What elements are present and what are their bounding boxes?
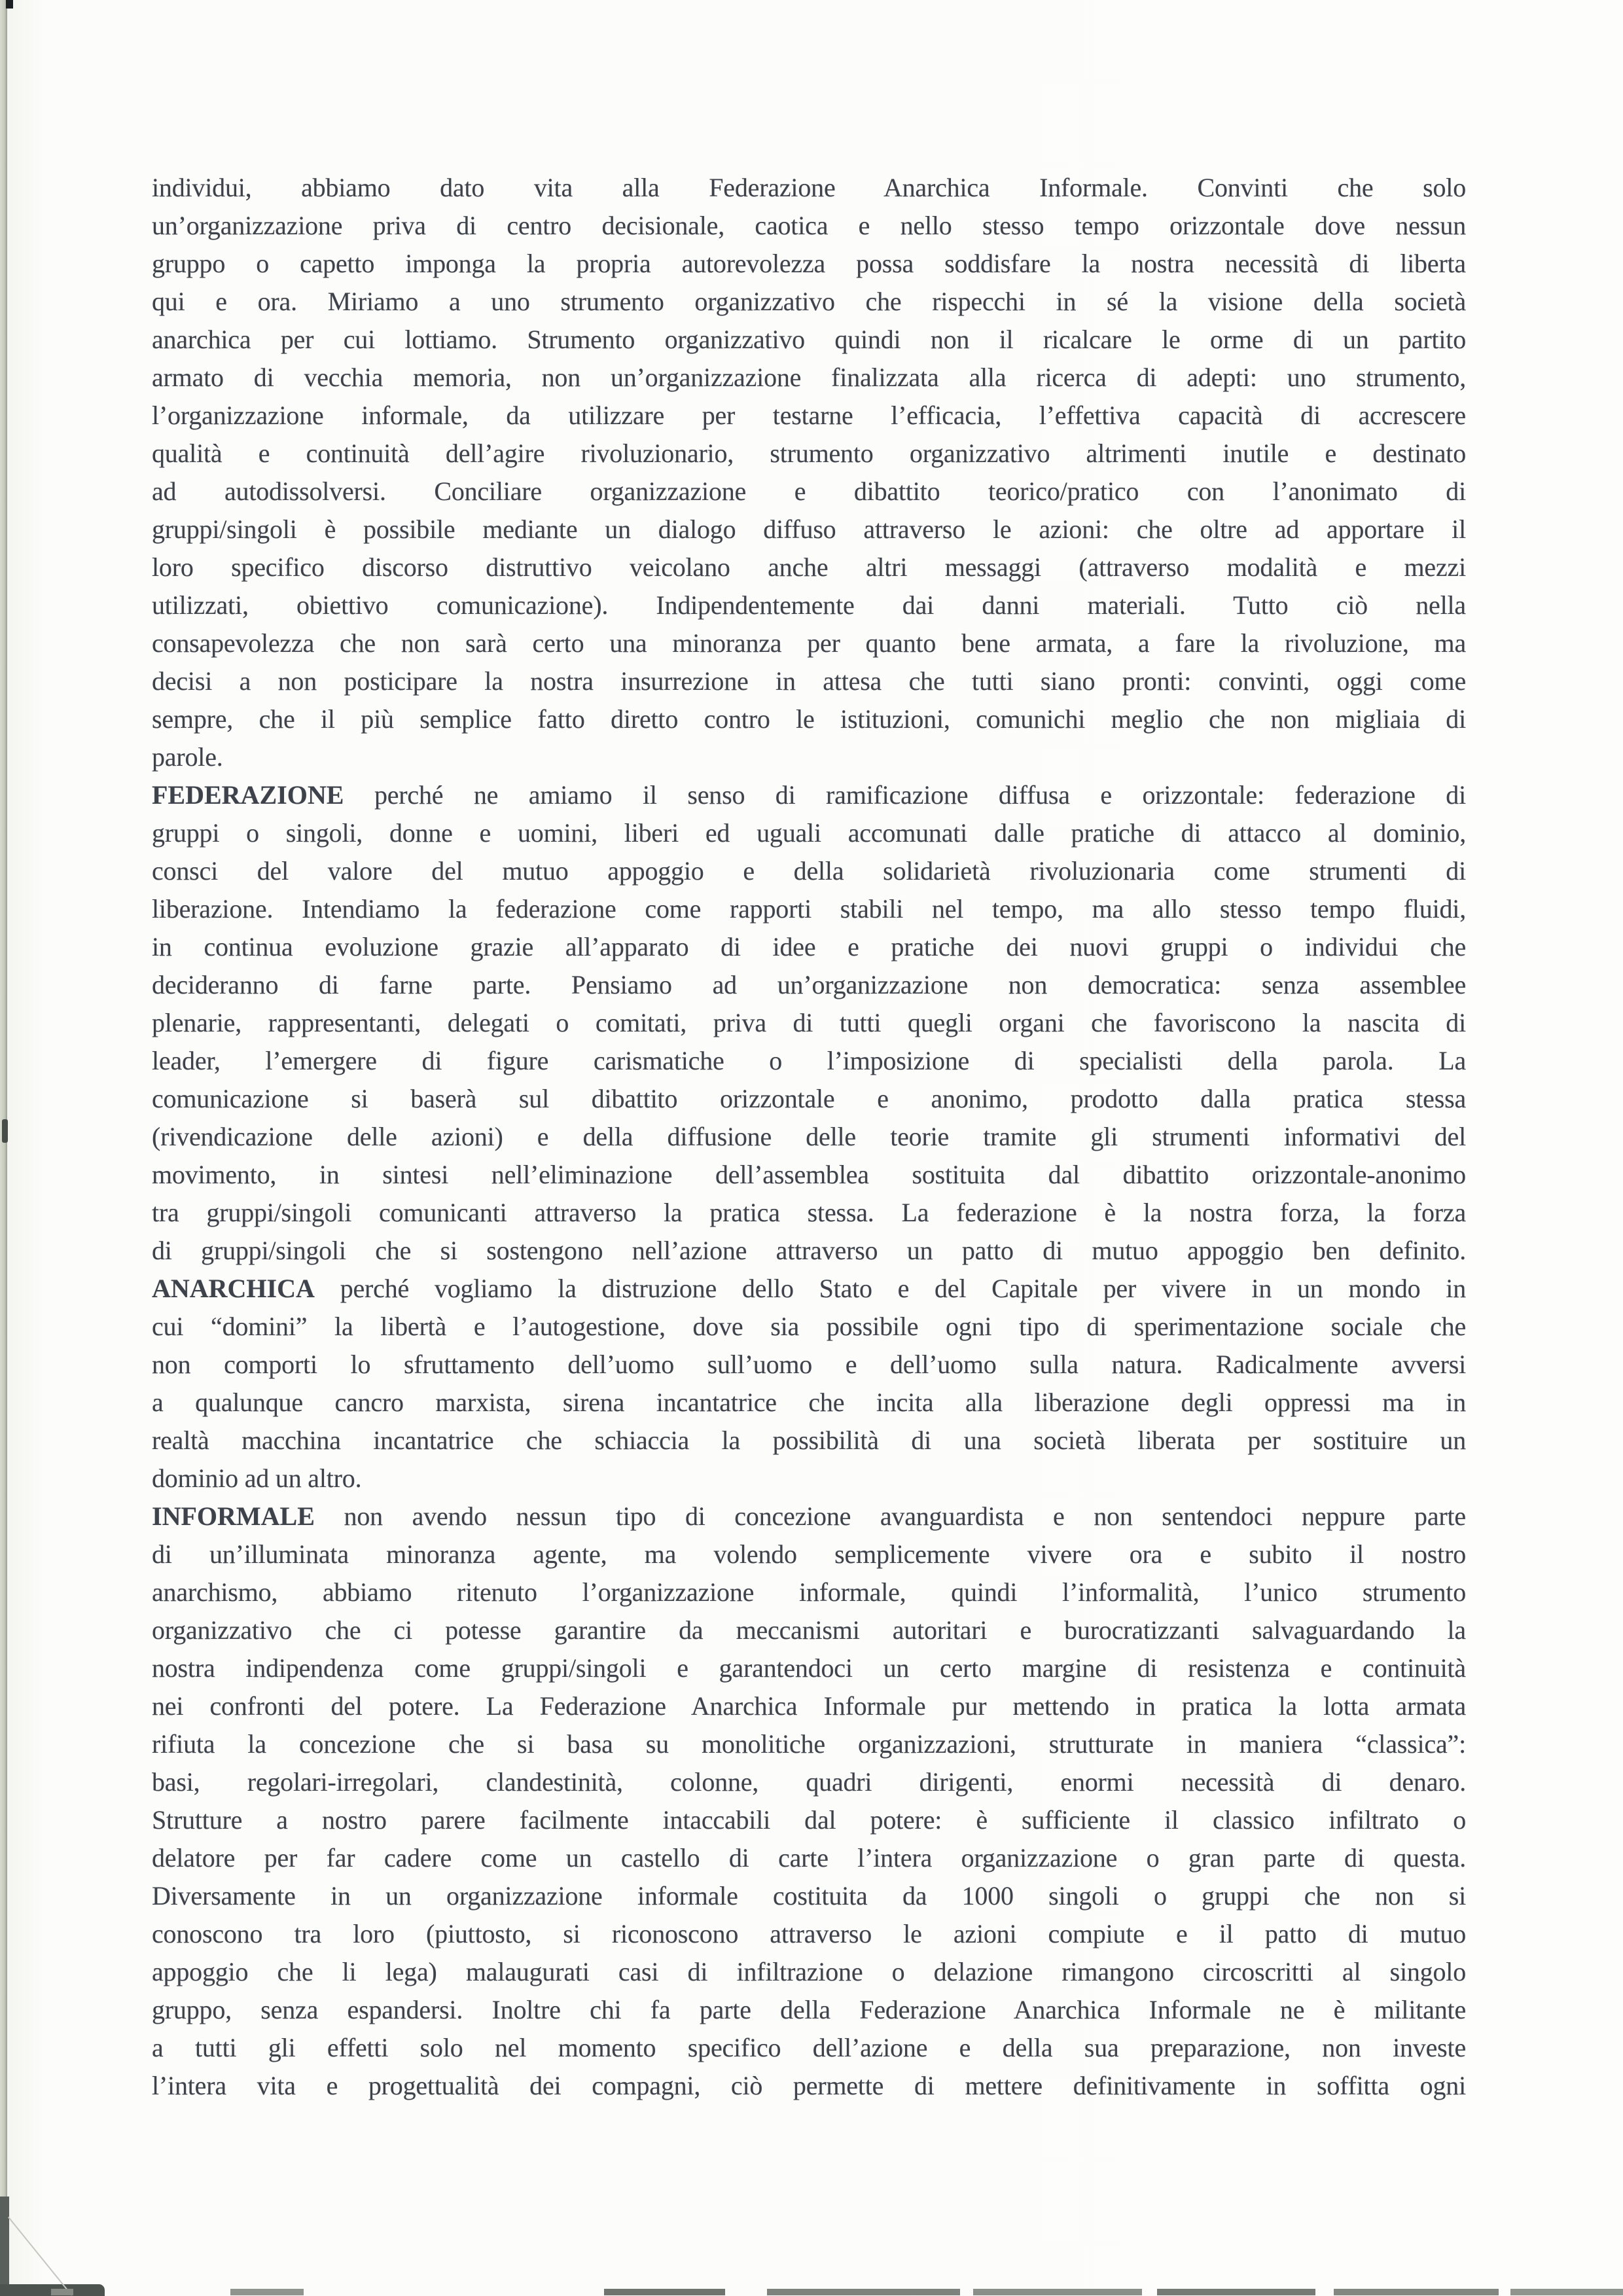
bold-keyword: INFORMALE [152, 1501, 315, 1531]
text-line: tra gruppi/singoli comunicanti attraverso la pratica stessa. La federazione è la nostra forza, la forza [152, 1198, 1466, 1227]
text-line: utilizzati, obiettivo comunicazione). Indipendentemente dai danni materiali. Tutto ciò nella [152, 590, 1466, 620]
text-line: armato di vecchia memoria, non un’organizzazione finalizzata alla ricerca di adepti: uno strumento, [152, 363, 1466, 392]
text-line: gruppi o singoli, donne e uomini, liberi ed uguali accomunati dalle pratiche di attacco al dominio, [152, 818, 1466, 848]
scan-artifact-bottom-segment [230, 2289, 304, 2295]
paragraph [152, 1270, 1466, 1498]
text-line: decisi a non posticipare la nostra insurrezione in attesa che tutti siano pronti: convinti, oggi come [152, 666, 1466, 696]
text-line: INFORMALE non avendo nessun tipo di concezione avanguardista e non sentendoci neppure parte [152, 1501, 1466, 1531]
scan-artifact-bottom-segment [604, 2289, 725, 2295]
text-line: consci del valore del mutuo appoggio e della solidarietà rivoluzionaria come strumenti di [152, 856, 1466, 886]
text-line: di gruppi/singoli che si sostengono nell’azione attraverso un patto di mutuo appoggio ben definito. [152, 1236, 1466, 1265]
text-line: ANARCHICA perché vogliamo la distruzione dello Stato e del Capitale per vivere in un mondo in [152, 1274, 1466, 1303]
text-line: delatore per far cadere come un castello di carte l’intera organizzazione o gran parte di questa. [152, 1843, 1466, 1873]
text-line: realtà macchina incantatrice che schiaccia la possibilità di una società liberata per sostituire un [152, 1426, 1466, 1455]
text-line: organizzativo che ci potesse garantire da meccanismi autoritari e burocratizzanti salvaguardando la [152, 1615, 1466, 1645]
scan-artifact-left-edge-strip [0, 0, 7, 2296]
text-line: (rivendicazione delle azioni) e della diffusione delle teorie tramite gli strumenti informativi del [152, 1122, 1466, 1151]
text-line: qualità e continuità dell’agire rivoluzionario, strumento organizzativo altrimenti inutile e destinato [152, 439, 1466, 468]
text-line: in continua evoluzione grazie all’apparato di idee e pratiche dei nuovi gruppi o individui che [152, 932, 1466, 961]
text-line: FEDERAZIONE perché ne amiamo il senso di ramificazione diffusa e orizzontale: federazione di [152, 780, 1466, 810]
text-line: Diversamente in un organizzazione informale costituita da 1000 singoli o gruppi che non si [152, 1881, 1466, 1910]
scan-artifact-bottom-segment [1510, 2289, 1623, 2295]
text-line: plenarie, rappresentanti, delegati o comitati, priva di tutti quegli organi che favoriscono la nascita di [152, 1008, 1466, 1037]
scan-artifact-left-edge-blob [2, 1119, 8, 1143]
text-line: individui, abbiamo dato vita alla Federazione Anarchica Informale. Convinti che solo [152, 173, 1466, 202]
text-line: qui e ora. Miriamo a uno strumento organizzativo che rispecchi in sé la visione della società [152, 287, 1466, 316]
text-line: leader, l’emergere di figure carismatiche o l’imposizione di specialisti della parola. La [152, 1046, 1466, 1075]
scan-artifact-bottom-segment [1334, 2289, 1499, 2295]
scan-artifact-bottom-segment [51, 2289, 73, 2295]
text-line: ad autodissolversi. Conciliare organizzazione e dibattito teorico/pratico con l’anonimato di [152, 476, 1466, 506]
text-line: gruppo, senza espandersi. Inoltre chi fa parte della Federazione Anarchica Informale ne è militante [152, 1995, 1466, 2024]
text-line: l’intera vita e progettualità dei compagni, ciò permette di mettere definitivamente in soffitta ogni [152, 2071, 1466, 2100]
text-line: liberazione. Intendiamo la federazione come rapporti stabili nel tempo, ma allo stesso tempo fluidi, [152, 894, 1466, 924]
text-line: dominio ad un altro. [152, 1463, 362, 1493]
scan-artifact-topleft-mark [6, 0, 13, 9]
text-line: gruppo o capetto imponga la propria autorevolezza possa soddisfare la nostra necessità di liberta [152, 249, 1466, 278]
text-line: cui “domini” la libertà e l’autogestione, dove sia possibile ogni tipo di sperimentazione sociale che [152, 1312, 1466, 1341]
scan-artifact-bottom-segment [767, 2289, 960, 2295]
text-line: consapevolezza che non sarà certo una minoranza per quanto bene armata, a fare la rivoluzione, ma [152, 628, 1466, 658]
text-line: anarchismo, abbiamo ritenuto l’organizzazione informale, quindi l’informalità, l’unico strumento [152, 1577, 1466, 1607]
text-line: conoscono tra loro (piuttosto, si riconoscono attraverso le azioni compiute e il patto di mutuo [152, 1919, 1466, 1948]
text-line: a qualunque cancro marxista, sirena incantatrice che incita alla liberazione degli oppressi ma in [152, 1388, 1466, 1417]
text-line: a tutti gli effetti solo nel momento specifico dell’azione e della sua preparazione, non investe [152, 2033, 1466, 2062]
scan-artifact-bottomleft-bar-vertical [0, 2197, 9, 2296]
text-line: loro specifico discorso distruttivo veicolano anche altri messaggi (attraverso modalità e mezzi [152, 552, 1466, 582]
scan-artifact-bottom-segment [973, 2289, 1142, 2295]
text-line: rifiuta la concezione che si basa su monolitiche organizzazioni, strutturate in maniera “classica”: [152, 1729, 1466, 1759]
text-line: un’organizzazione priva di centro decisionale, caotica e nello stesso tempo orizzontale dove nessun [152, 211, 1466, 240]
text-line: l’organizzazione informale, da utilizzare per testarne l’efficacia, l’effettiva capacità di accrescere [152, 401, 1466, 430]
bold-keyword: FEDERAZIONE [152, 780, 344, 810]
scan-artifact-bottom-segment [1157, 2289, 1315, 2295]
text-line: parole. [152, 742, 223, 772]
paragraph [152, 1498, 1466, 2105]
paragraph [152, 776, 1466, 1270]
text-line: decideranno di farne parte. Pensiamo ad un’organizzazione non democratica: senza assemblee [152, 970, 1466, 999]
text-line: appoggio che li lega) malaugurati casi di infiltrazione o delazione rimangono circoscritti al singolo [152, 1957, 1466, 1986]
text-line: anarchica per cui lottiamo. Strumento organizzativo quindi non il ricalcare le orme di un partito [152, 325, 1466, 354]
text-line: nei confronti del potere. La Federazione Anarchica Informale pur mettendo in pratica la lotta armata [152, 1691, 1466, 1721]
text-line: non comporti lo sfruttamento dell’uomo sull’uomo e dell’uomo sulla natura. Radicalmente avversi [152, 1350, 1466, 1379]
text-line: gruppi/singoli è possibile mediante un dialogo diffuso attraverso le azioni: che oltre ad apportare il [152, 514, 1466, 544]
text-line: movimento, in sintesi nell’eliminazione dell’assemblea sostituita dal dibattito orizzontale-anonimo [152, 1160, 1466, 1189]
bold-keyword: ANARCHICA [152, 1274, 315, 1303]
text-line: di un’illuminata minoranza agente, ma volendo semplicemente vivere ora e subito il nostro [152, 1539, 1466, 1569]
text-line: Strutture a nostro parere facilmente intaccabili dal potere: è sufficiente il classico infiltrato o [152, 1805, 1466, 1835]
text-line: sempre, che il più semplice fatto diretto contro le istituzioni, comunichi meglio che non migliaia di [152, 704, 1466, 734]
paragraph [152, 169, 1466, 776]
text-line: basi, regolari-irregolari, clandestinità, colonne, quadri dirigenti, enormi necessità di denaro. [152, 1767, 1466, 1797]
text-block [152, 169, 1466, 2105]
text-line: comunicazione si baserà sul dibattito orizzontale e anonimo, prodotto dalla pratica stessa [152, 1084, 1466, 1113]
text-line: nostra indipendenza come gruppi/singoli e garantendoci un certo margine di resistenza e continuità [152, 1653, 1466, 1683]
